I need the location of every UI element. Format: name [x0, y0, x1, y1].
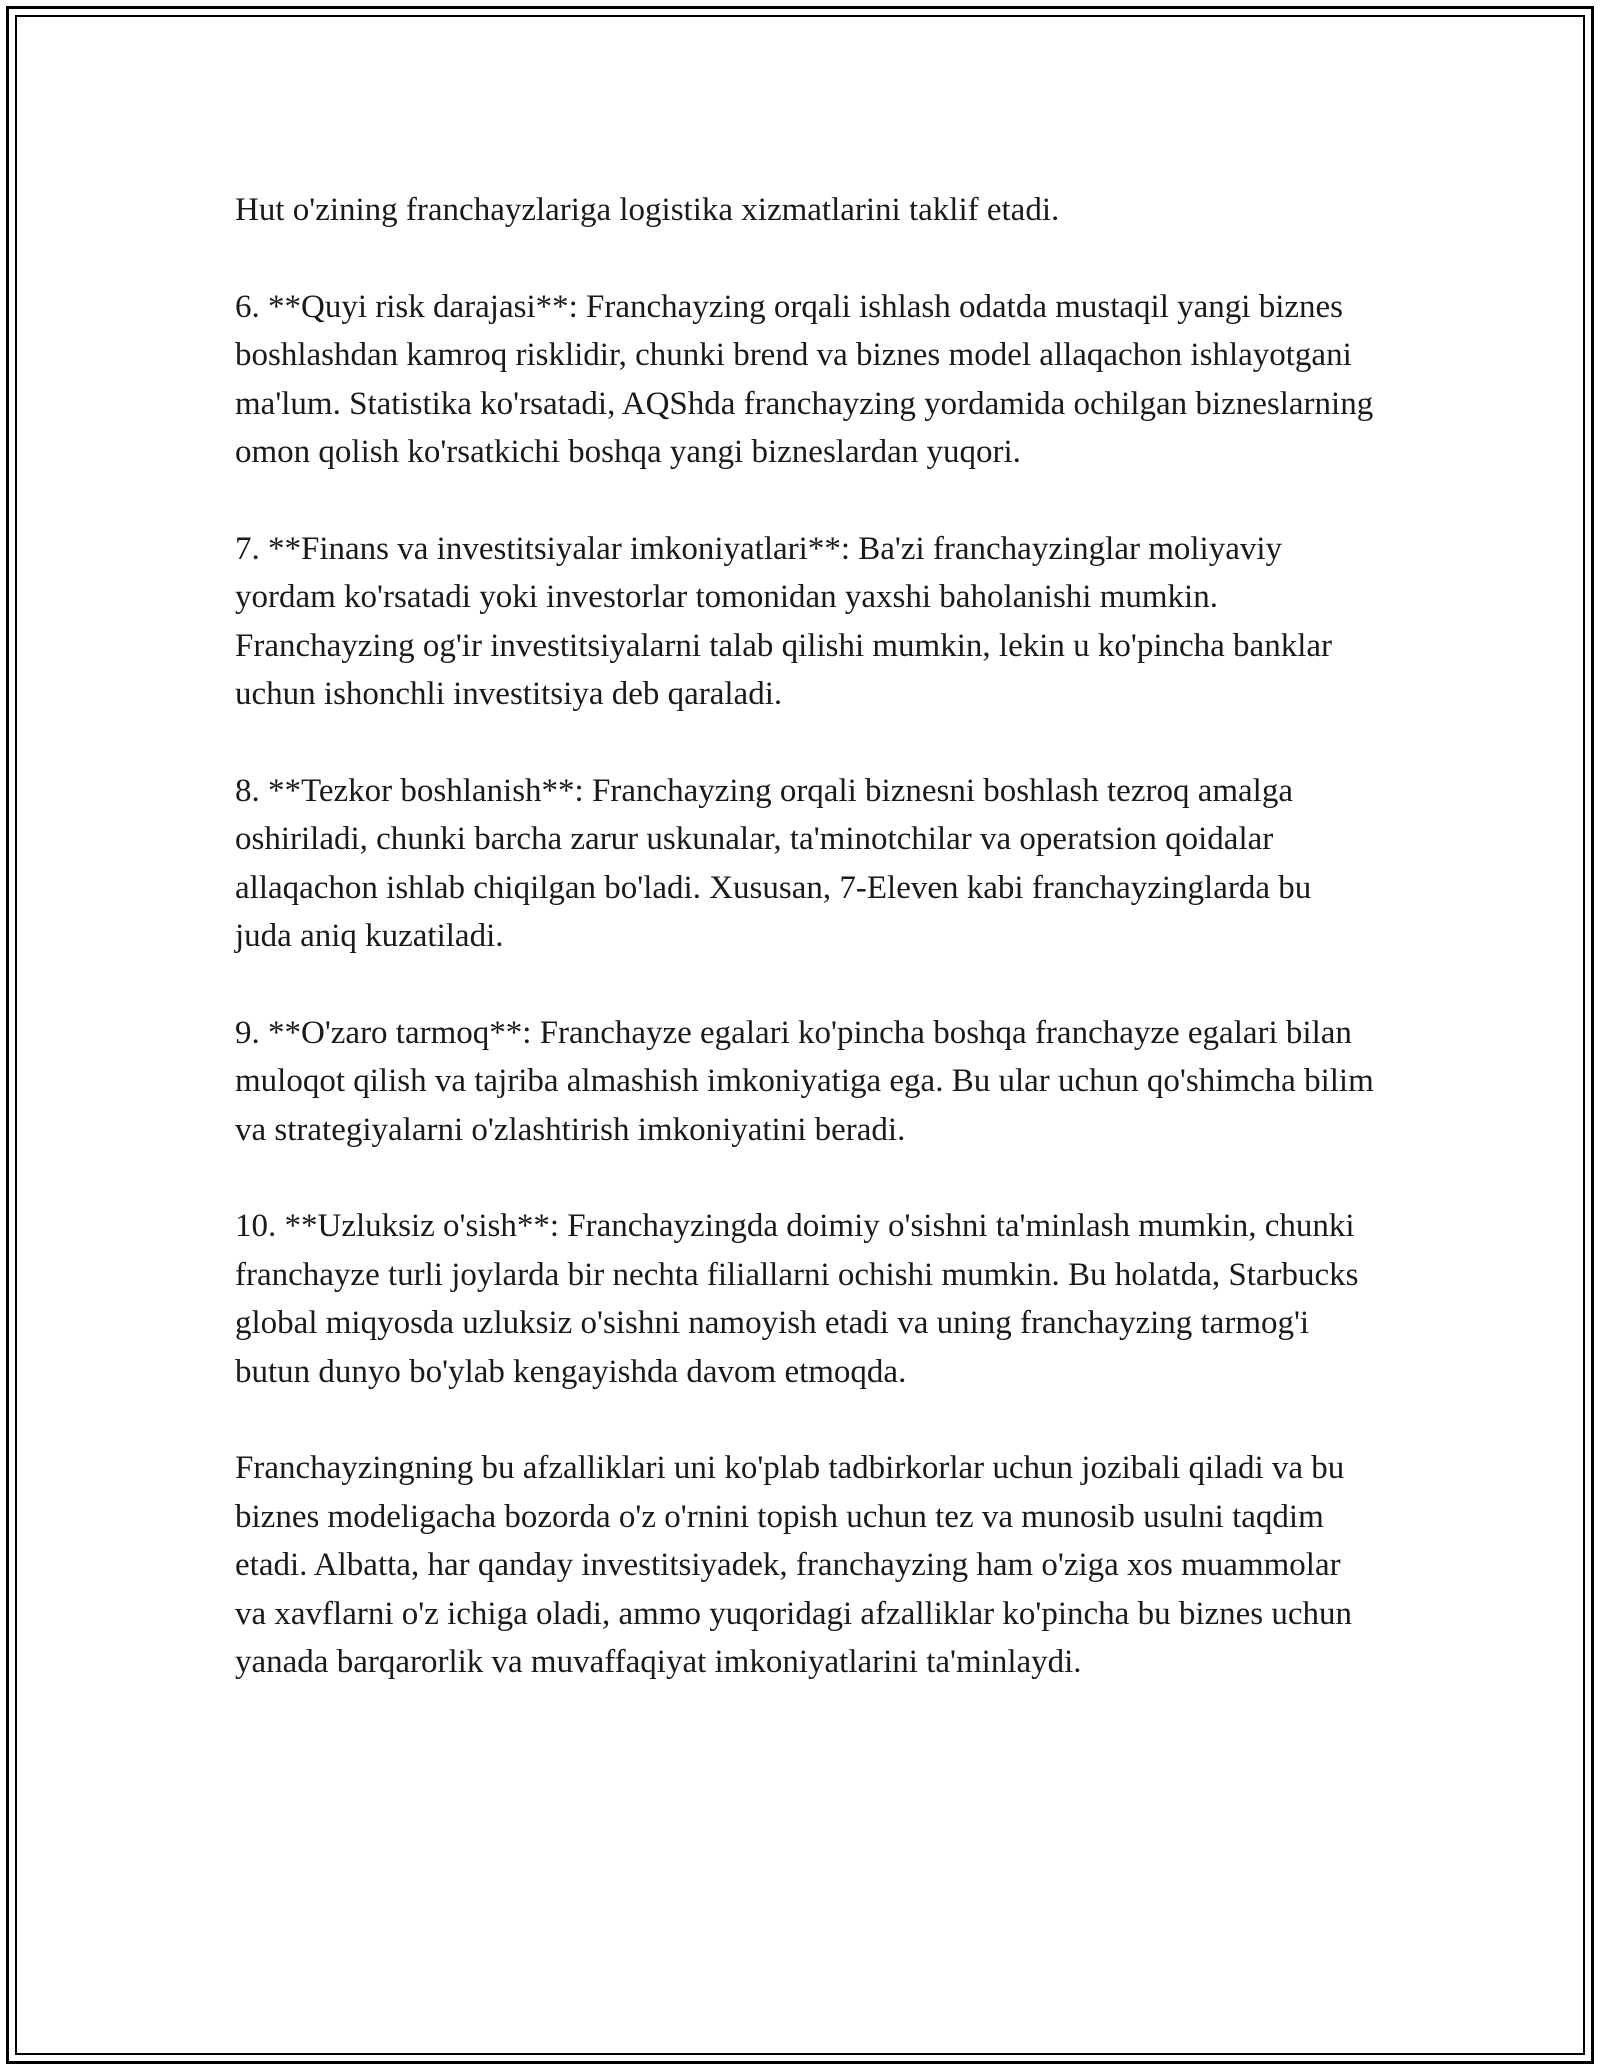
paragraph-item-9: 9. **O'zaro tarmoq**: Franchayze egalari ko'pincha boshqa franchayze egalari bilan muloqot qilish va tajriba almashish imkoniyatiga ega. Bu ular uchun qo'shimcha bilim va strategiyalarni o'zlashtirish imkoniyatini beradi. — [235, 1014, 1374, 1148]
paragraph-item-6: 6. **Quyi risk darajasi**: Franchayzing orqali ishlash odatda mustaqil yangi biznes boshlashdan kamroq risklidir, chunki brend va biznes model allaqachon ishlayotgani ma'lum. Statistika ko'rsatadi, AQShda franchayzing yordamida ochilgan bizneslarning omon qolish ko'rsatkichi boshqa yangi bizneslardan yuqori. — [235, 288, 1374, 471]
paragraph-conclusion: Franchayzingning bu afzalliklari uni ko'plab tadbirkorlar uchun jozibali qiladi va bu biznes modeligacha bozorda o'z o'rnini topish uchun tez va munosib usulni taqdim etadi. Albatta, har qanday investitsiyadek, franchayzing ham o'ziga xos muammolar va xavflarni o'z ichiga oladi, ammo yuqoridagi afzalliklar ko'pincha bu biznes uchun yanada barqarorlik va muvaffaqiyat imkoniyatlarini ta'minlaydi. — [235, 1450, 1353, 1681]
document-body — [235, 186, 1375, 1687]
paragraph-item-8: 8. **Tezkor boshlanish**: Franchayzing orqali biznesni boshlash tezroq amalga oshiriladi, chunki barcha zarur uskunalar, ta'minotchilar va operatsion qoidalar allaqachon ishlab chiqilgan bo'ladi. Xususan, 7-Eleven kabi franchayzinglarda bu juda aniq kuzatiladi. — [235, 772, 1312, 955]
paragraph-item-7: 7. **Finans va investitsiyalar imkoniyatlari**: Ba'zi franchayzinglar moliyaviy yordam ko'rsatadi yoki investorlar tomonidan yaxshi baholanishi mumkin. Franchayzing og'ir investitsiyalarni talab qilishi mumkin, lekin u ko'pincha banklar uchun ishonchli investitsiya deb qaraladi. — [235, 530, 1332, 713]
paragraph-intro-continuation: Hut o'zining franchayzlariga logistika xizmatlarini taklif etadi. — [235, 192, 1060, 228]
paragraph-item-10: 10. **Uzluksiz o'sish**: Franchayzingda doimiy o'sishni ta'minlash mumkin, chunki franchayze turli joylarda bir nechta filiallarni ochishi mumkin. Bu holatda, Starbucks global miqyosda uzluksiz o'sishni namoyish etadi va uning franchayzing tarmog'i butun dunyo bo'ylab kengayishda davom etmoqda. — [235, 1208, 1359, 1390]
